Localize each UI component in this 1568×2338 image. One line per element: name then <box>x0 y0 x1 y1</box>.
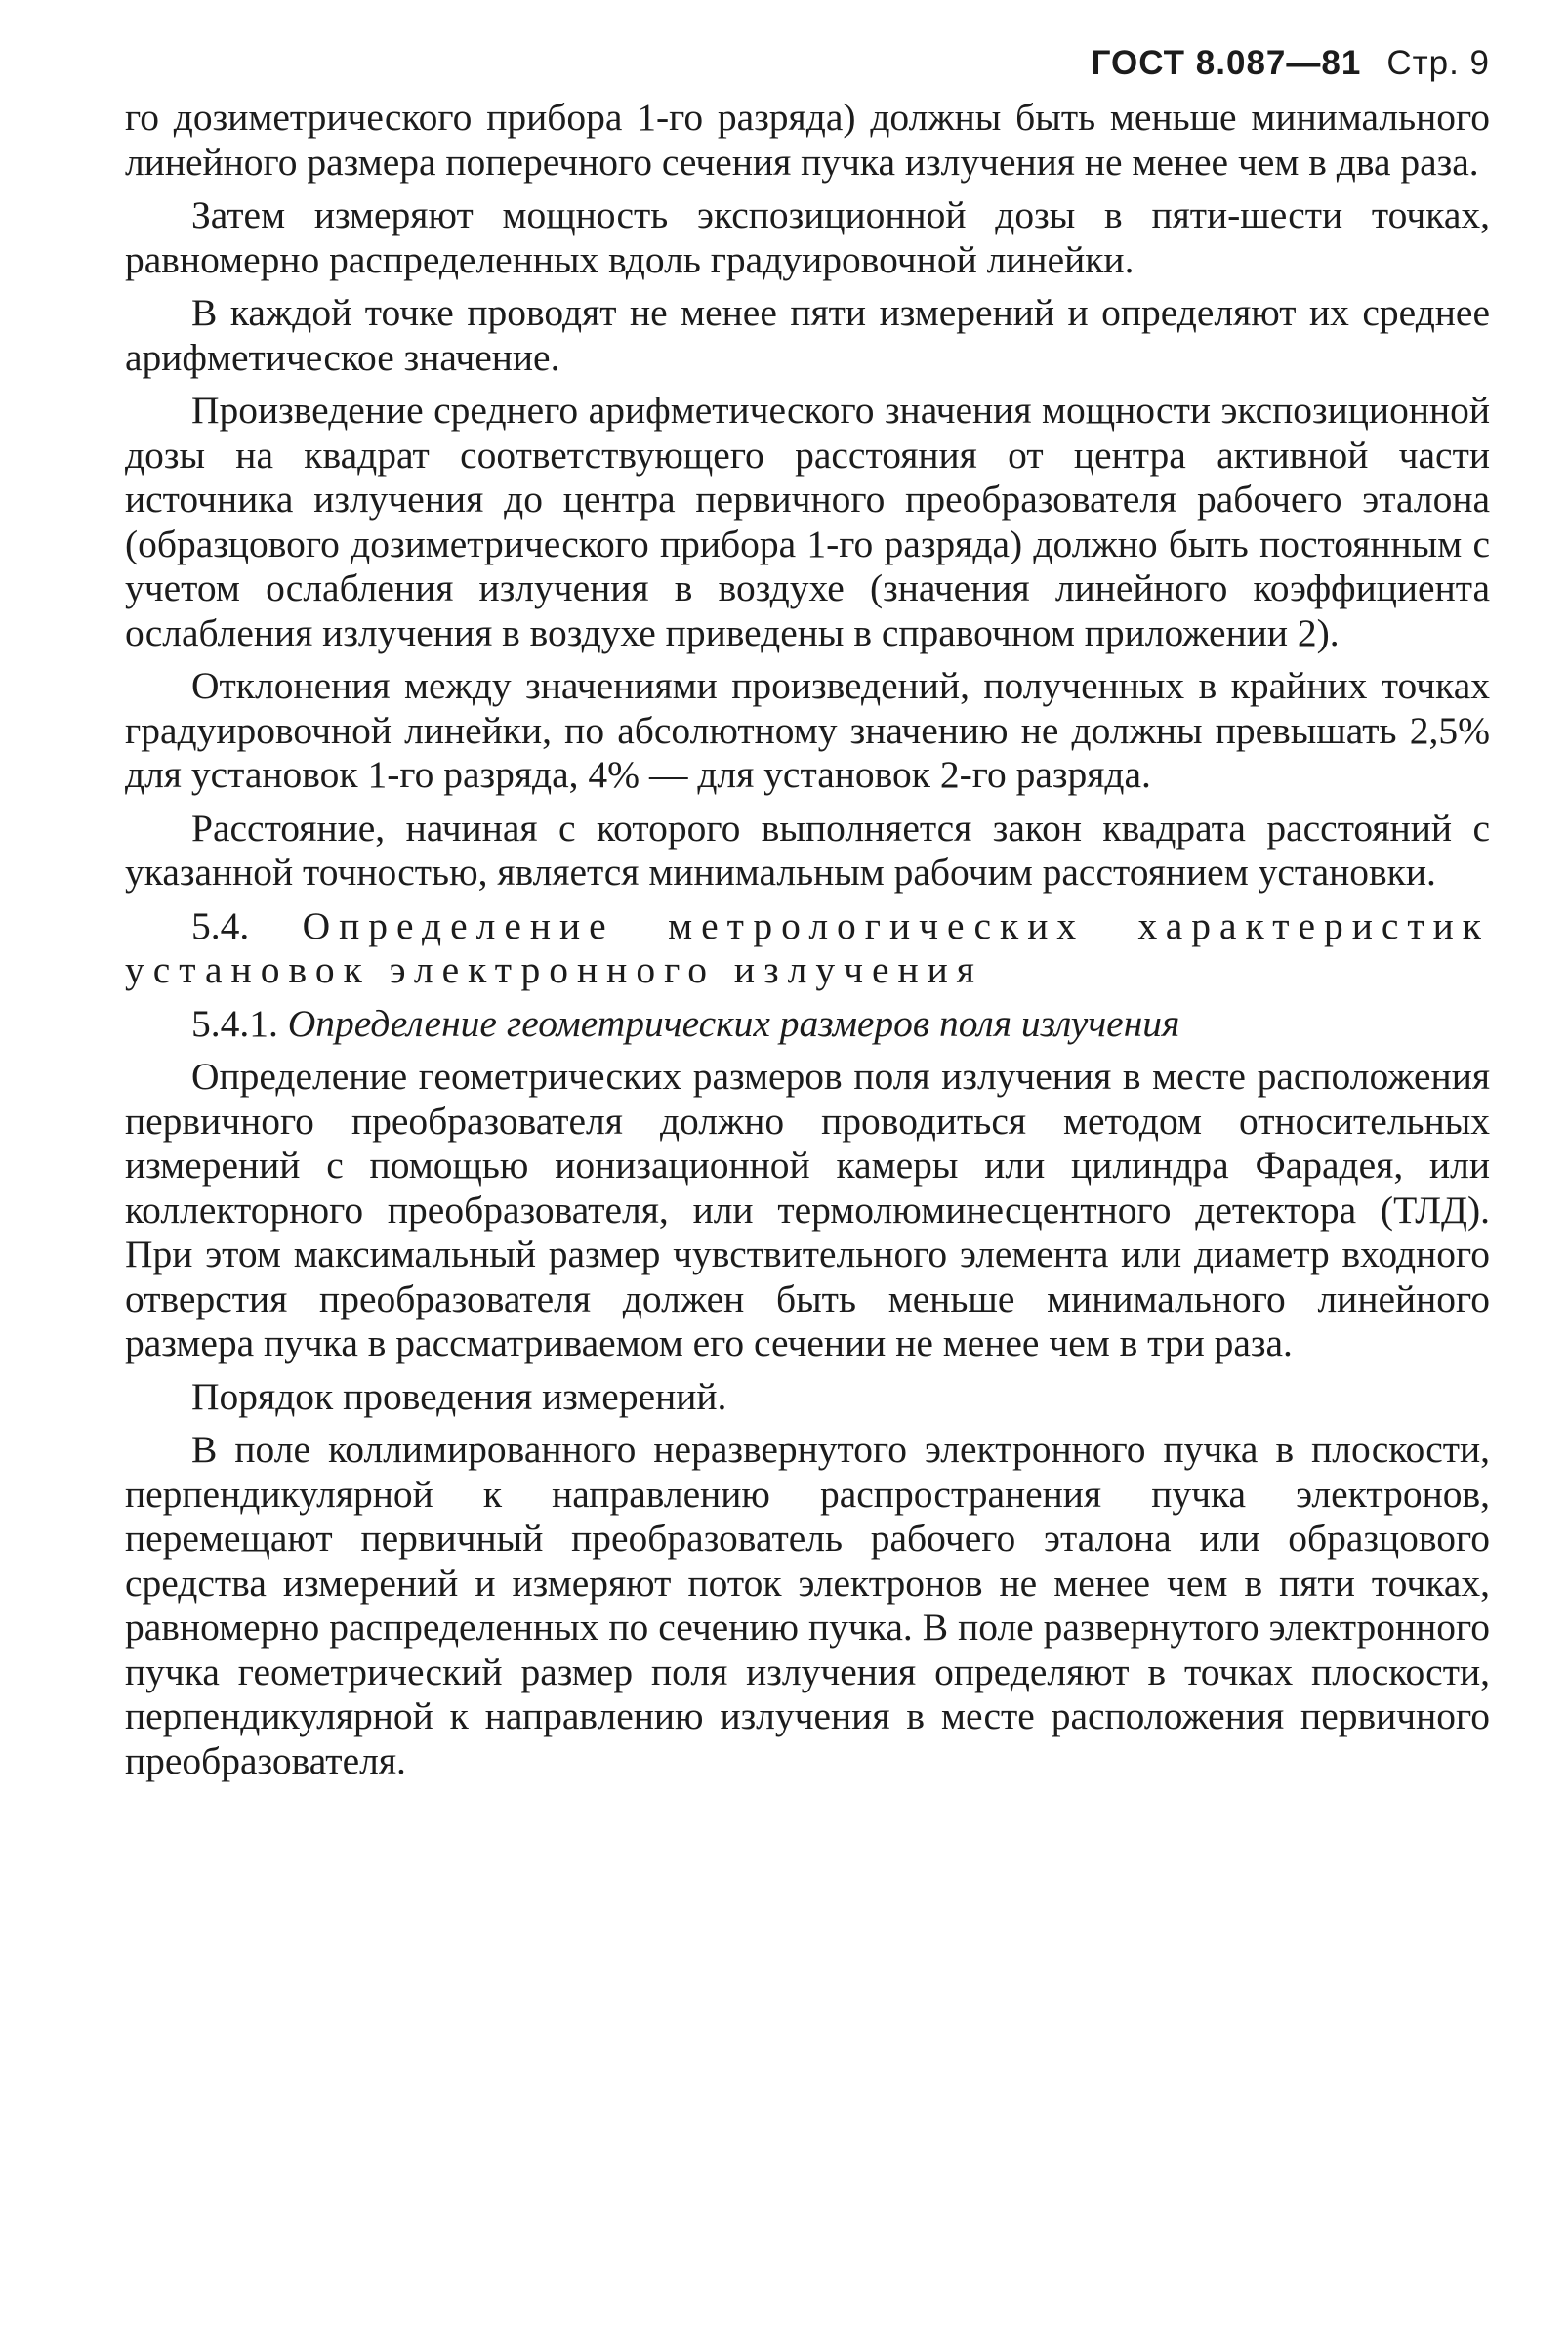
paragraph: В поле коллимированного неразвернутого электронного пучка в плоскости, перпендикулярной к направлению распространения пучка электронов, перемещают первичный преобразователь рабочего эталона или образцового средства измерений и измеряют поток электронов не менее чем в пяти точках, равномерно распределенных по сечению пучка. В поле развернутого электронного пучка геометрический размер поля излучения определяют в точках плоскости, перпендикулярной к направлению излучения в месте расположения первичного преобразователя. <box>125 1428 1490 1782</box>
running-header <box>125 39 1490 96</box>
paragraph: Произведение среднего арифметического значения мощности экспозиционной дозы на квадрат соответствующего расстояния от центра активной части источника излучения до центра первичного преобразователя рабочего эталона (образцового дозиметрического прибора 1-го разряда) должно быть постоянным с учетом ослабления излучения в воздухе (значения линейного коэффициента ослабления излучения в воздухе приведены в справочном приложении 2). <box>125 389 1490 654</box>
body-text <box>125 96 1490 1783</box>
paragraph: го дозиметрического прибора 1-го разряда) должны быть меньше минимального линейного размера поперечного сечения пучка излучения не менее чем в два раза. <box>125 96 1490 184</box>
document-page <box>125 39 1490 1792</box>
paragraph: Затем измеряют мощность экспозиционной дозы в пяти-шести точках, равномерно распределенных вдоль градуировочной линейки. <box>125 193 1490 281</box>
paragraph: Отклонения между значениями произведений, полученных в крайних точках градуировочной линейки, по абсолютному значению не должны превышать 2,5% для установок 1-го разряда, 4% — для установок 2-го разряда. <box>125 664 1490 796</box>
subsection-heading <box>125 1002 1490 1047</box>
subsection-number: 5.4.1. <box>191 1001 278 1045</box>
page-number: Стр. 9 <box>1386 44 1490 82</box>
paragraph: Порядок проведения измерений. <box>191 1374 727 1418</box>
paragraph: Расстояние, начиная с которого выполняется закон квадрата расстояний с указанной точностью, является минимальным рабочим расстоянием установки. <box>125 806 1490 894</box>
section-title: Определение метрологических характеристик установок электронного излучения <box>125 903 1490 991</box>
section-number: 5.4. <box>191 903 250 947</box>
paragraph: В каждой точке проводят не менее пяти измерений и определяют их среднее арифметическое значение. <box>125 291 1490 379</box>
standard-number: ГОСТ 8.087—81 <box>1091 44 1362 82</box>
paragraph: Определение геометрических размеров поля излучения в месте расположения первичного преобразователя должно проводиться методом относительных измерений с помощью ионизационной камеры или цилиндра Фарадея, или коллекторного преобразователя, или термолюминесцентного детектора (ТЛД). При этом максимальный размер чувствительного элемента или диаметр входного отверстия преобразователя должен быть меньше минимального линейного размера пучка в рассматриваемом его сечении не менее чем в три раза. <box>125 1055 1490 1364</box>
subsection-title: Определение геометрических размеров поля излучения <box>287 1001 1180 1045</box>
section-heading <box>125 904 1490 993</box>
